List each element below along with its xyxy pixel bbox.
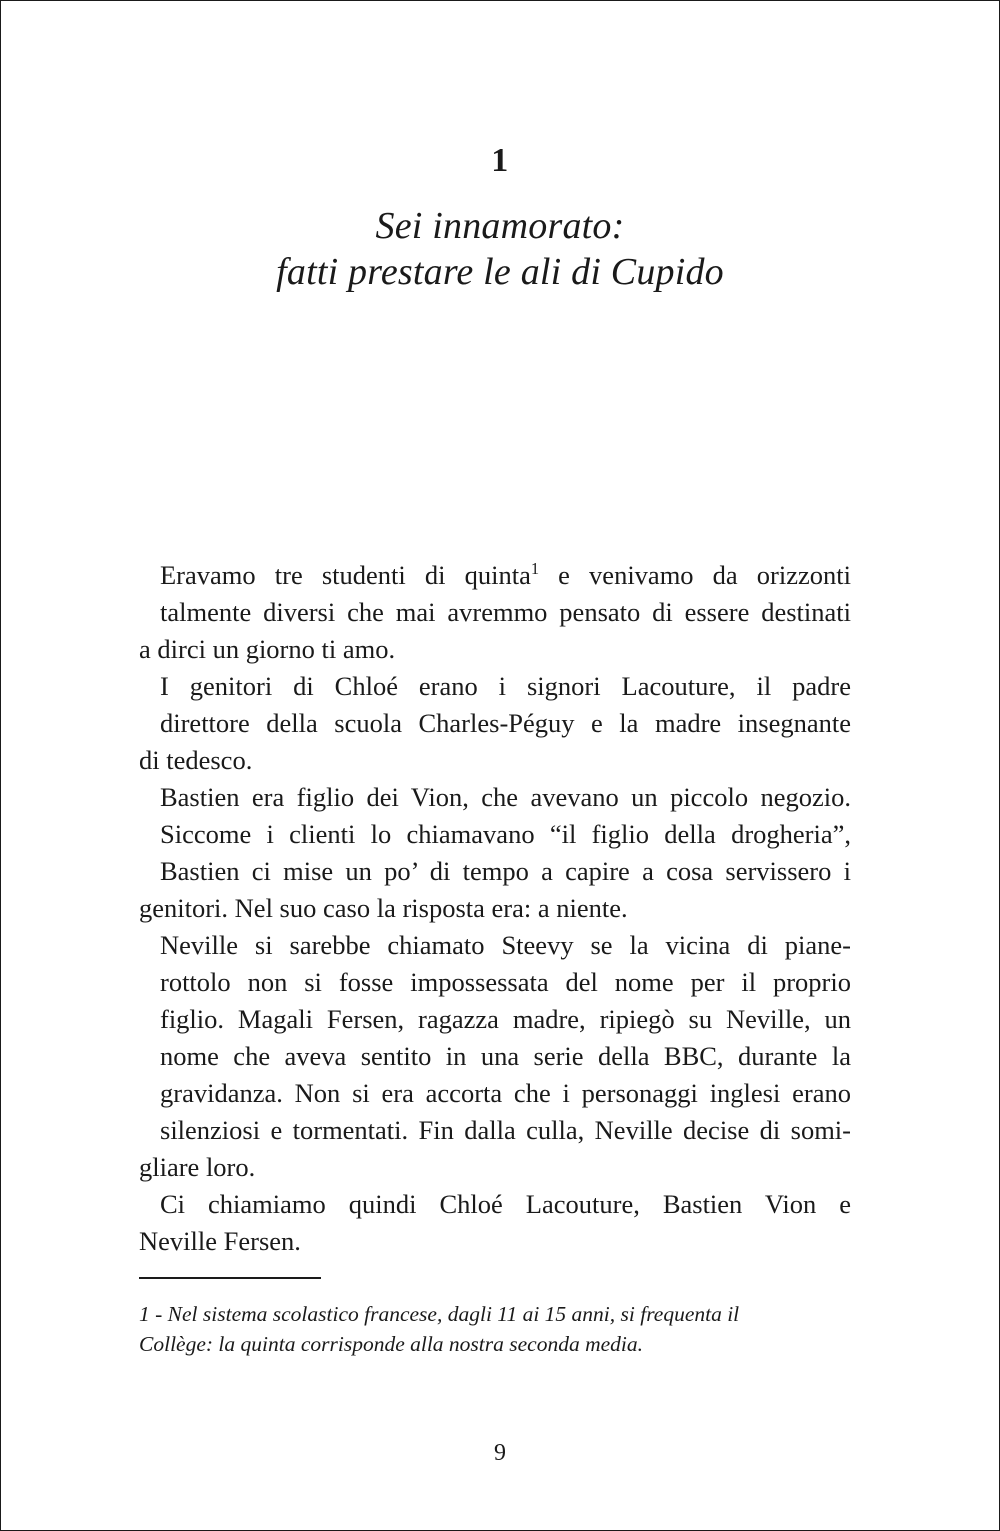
- footnote-area: [139, 1277, 851, 1359]
- paragraph-1-line-1-text: Eravamo tre studenti di quinta: [160, 560, 531, 590]
- paragraph-3: [139, 779, 851, 927]
- paragraph-5-line-1: Ci chiamiamo quindi Chloé Lacouture, Bastien Vion e: [160, 1189, 851, 1219]
- paragraph-5: [139, 1186, 851, 1260]
- body-text: [139, 557, 851, 1260]
- footnote-reference-1[interactable]: 1: [530, 559, 540, 579]
- paragraph-4-line-1: Neville si sarebbe chiamato Steevy se la vicina di piane-: [160, 930, 851, 960]
- paragraph-4-line-2: rottolo non si fosse impossessata del nome per il proprio: [160, 967, 851, 997]
- paragraph-4: [139, 927, 851, 1186]
- paragraph-4-line-6: silenziosi e tormentati. Fin dalla culla, Neville decise di somi-: [160, 1115, 851, 1145]
- chapter-number: 1: [491, 142, 509, 179]
- footnote-line-2: Collège: la quinta corrisponde alla nostra seconda media.: [139, 1332, 644, 1356]
- paragraph-5-line-2: Neville Fersen.: [139, 1226, 301, 1256]
- footnote-separator-rule: [139, 1277, 321, 1279]
- paragraph-1-line-1: [139, 557, 851, 594]
- paragraph-1-line-1-tail: e venivamo da orizzonti: [539, 560, 851, 590]
- paragraph-3-line-1: Bastien era figlio dei Vion, che avevano un piccolo negozio.: [160, 782, 851, 812]
- chapter-title: [1, 203, 999, 295]
- paragraph-1-line-2: talmente diversi che mai avremmo pensato di essere destinati: [160, 597, 851, 627]
- footnote-line-1: 1 - Nel sistema scolastico francese, dagli 11 ai 15 anni, si frequenta il: [139, 1302, 740, 1326]
- chapter-heading: [1, 141, 999, 295]
- paragraph-3-line-4: genitori. Nel suo caso la risposta era: a niente.: [139, 893, 628, 923]
- chapter-title-line-2: fatti prestare le ali di Cupido: [276, 251, 724, 293]
- paragraph-3-line-3: Bastien ci mise un po’ di tempo a capire a cosa servissero i: [160, 856, 851, 886]
- paragraph-3-line-2: Siccome i clienti lo chiamavano “il figlio della drogheria”,: [160, 819, 851, 849]
- footnote-text: [139, 1299, 851, 1359]
- paragraph-1: [139, 557, 851, 668]
- paragraph-2-line-1: I genitori di Chloé erano i signori Lacouture, il padre: [160, 671, 851, 701]
- paragraph-4-line-4: nome che aveva sentito in una serie della BBC, durante la: [160, 1041, 851, 1071]
- paragraph-4-line-7: gliare loro.: [139, 1152, 256, 1182]
- paragraph-4-line-3: figlio. Magali Fersen, ragazza madre, ripiegò su Neville, un: [160, 1004, 851, 1034]
- paragraph-2-line-2: direttore della scuola Charles-Péguy e la madre insegnante: [160, 708, 851, 738]
- paragraph-1-line-3: a dirci un giorno ti amo.: [139, 634, 396, 664]
- page-number: 9: [494, 1440, 506, 1466]
- paragraph-4-line-5: gravidanza. Non si era accorta che i personaggi inglesi erano: [160, 1078, 851, 1108]
- paragraph-2: [139, 668, 851, 779]
- paragraph-2-line-3: di tedesco.: [139, 745, 253, 775]
- chapter-title-line-1: Sei innamorato:: [375, 205, 625, 247]
